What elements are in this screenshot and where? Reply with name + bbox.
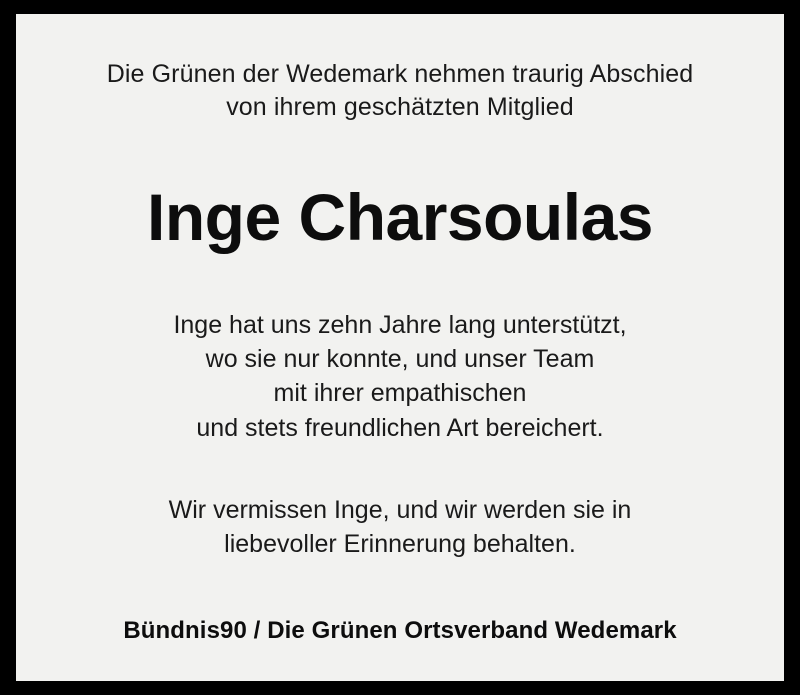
- signature-organization: Bündnis90 / Die Grünen Ortsverband Wedemark: [123, 617, 677, 645]
- intro-text: [107, 58, 694, 125]
- intro-line-2: von ihrem geschätzten Mitglied: [226, 93, 574, 122]
- closing-line-2: liebevoller Erinnerung behalten.: [224, 530, 576, 559]
- tribute-text: [173, 308, 626, 445]
- tribute-line-2: wo sie nur konnte, und unser Team: [205, 345, 595, 374]
- closing-text: [169, 493, 632, 562]
- obituary-card: [16, 14, 784, 681]
- tribute-line-1: Inge hat uns zehn Jahre lang unterstützt,: [173, 310, 627, 339]
- deceased-name: Inge Charsoulas: [147, 179, 653, 254]
- tribute-line-3: mit ihrer empathischen: [273, 379, 527, 408]
- closing-line-1: Wir vermissen Inge, und wir werden sie in: [168, 495, 632, 524]
- tribute-line-4: und stets freundlichen Art bereichert.: [196, 413, 604, 442]
- intro-line-1: Die Grünen der Wedemark nehmen traurig Abschied: [106, 60, 694, 88]
